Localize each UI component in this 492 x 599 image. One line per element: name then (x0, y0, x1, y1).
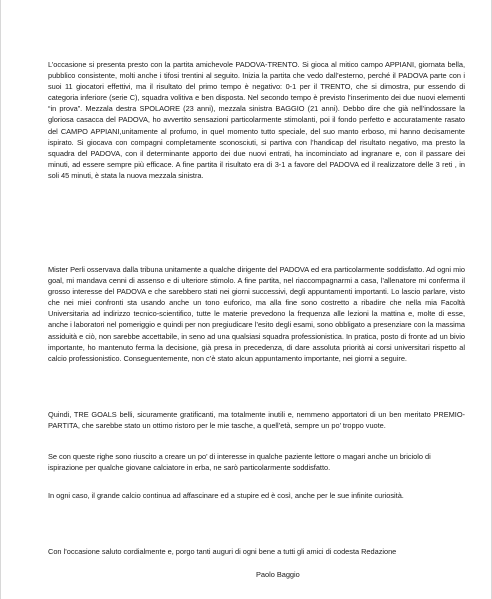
paragraph-mister-perli: Mister Perli osservava dalla tribuna unitamente a qualche dirigente del PADOVA ed era particolarmente soddisfatto. Ad ogni mio goal, mi mandava cenni di assenso e di ulteriore stimolo. A fine partita, nel riaccompagnarmi a casa, l’allenatore mi conferma il grosso interesse del PADOVA e che sarebbero stati nei giorni successivi, degli appuntamenti importanti. Lo lascio parlare, visto che nei miei confronti sta usando anche un tono euforico, ma alla fine sono costretto a ribadire che nella mia Facoltà Universitaria ad indirizzo tecnico-scientifico, tutte le materie prevedono la frequenza alle lezioni la mattina e, molte di esse, anche i laboratori nel pomeriggio e quindi per non pregiudicare l’esito degli esami, sono obbligato a presenziare con la massima assiduità e ciò, non sarebbe accettabile, in seno ad una qualsiasi squadra professionistica. In pratica, posto di fronte ad un bivio importante, ho mantenuto ferma la decisione, già presa in precedenza, di dare assoluta priorità ai corsi universitari rispetto al calcio professionistico. Conseguentemente, non c’è stato alcun appuntamento importante, nei giorni a seguire. (48, 265, 465, 363)
paragraph-three-goals: Quindi, TRE GOALS belli, sicuramente gratificanti, ma totalmente inutili e, nemmeno apportatori di un ben meritato PREMIO-PARTITA, che sarebbe stato un ottimo ristoro per le mie tasche, a quell’età, sempre un po’ troppo vuote. (48, 410, 465, 431)
paragraph-reader-interest: Se con queste righe sono riuscito a creare un po’ di interesse in qualche paziente lettore o magari anche un briciolo di ispirazione per qualche giovane calciatore in erba, ne sarò particolarmente soddisfatto. (48, 452, 431, 473)
paragraph-greetings: Con l’occasione saluto cordialmente e, porgo tanti auguri di ogni bene a tutti gli amici di codesta Redazione (48, 547, 397, 556)
paragraph-great-football: In ogni caso, il grande calcio continua ad affascinare ed a stupire ed è così, anche per le sue infinite curiosità. (48, 491, 404, 500)
signature: Paolo Baggio (256, 570, 300, 579)
paragraph-padova-trento-match: L’occasione si presenta presto con la partita amichevole PADOVA-TRENTO. Si gioca al mitico campo APPIANI, giornata bella, pubblico consistente, molti anche i tifosi trentini al seguito. Inizia la partita che vedo dall’esterno, perché il PADOVA parte con i suoi 11 giocatori effettivi, ma il risultato del primo tempo è negativo: 0-1 per il TRENTO, che si dimostra, pur essendo di categoria inferiore (serie C), squadra volitiva e ben disposta. Nel secondo tempo è previsto l’inserimento dei due nuovi elementi “in prova”. Mezzala destra SPOLAORE (23 anni), mezzala sinistra BAGGIO (21 anni). Debbo dire che già nell’indossare la gloriosa casacca del PADOVA, ho avvertito sensazioni particolarmente stimolanti, poi il fondo perfetto e accuratamente rasato del CAMPO APPIANI,unitamente al profumo, in quel momento tutto speciale, del suo manto erboso, mi hanno decisamente ispirato. Si giocava con compagni completamente sconosciuti, si partiva con l’handicap del risultato negativo, ma presto la squadra del PADOVA, con il determinante apporto dei due nuovi entrati, ha incominciato ad ingranare e, con il passare dei minuti, ad essere sempre più efficace. A fine partita il risultato era di 3-1 a favore del PADOVA ed il realizzatore delle 3 reti , in soli 45 minuti, è stata la nuova mezzala sinistra. (48, 60, 465, 180)
